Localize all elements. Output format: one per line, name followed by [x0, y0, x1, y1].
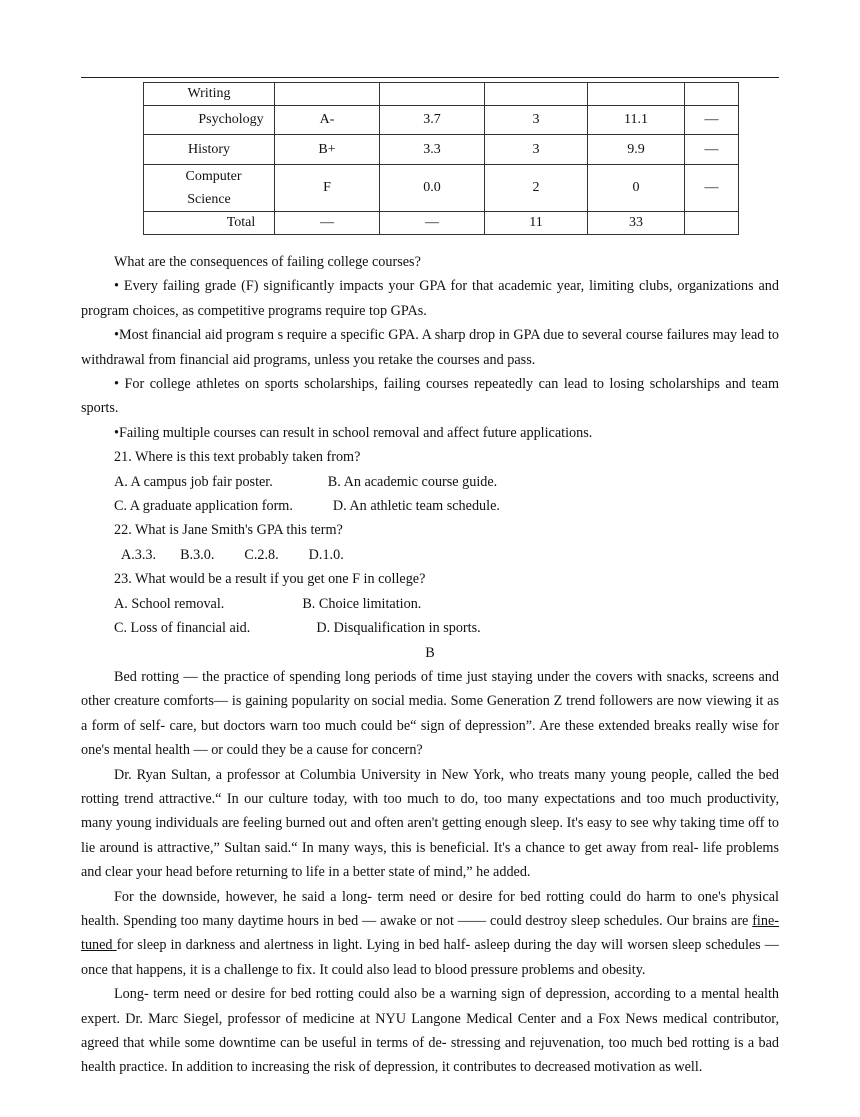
- credits-cell: 11: [485, 212, 588, 235]
- article-paragraph: Dr. Ryan Sultan, a professor at Columbia University in New York, who treats many young people, called the bed rotting trend attractive.“ In our culture today, with too much to do, too many expectations and too much productivity, many young individuals are feeling burned out and often aren't getting enough sleep. It's easy to see why taking time off to lie around is attractive,” Sultan said.“ In many ways, this is beneficial. It's a chance to get away from real- life problems and clear your head before returning to life in a better state of mind,” he added.: [81, 766, 779, 881]
- article-paragraph: [81, 885, 779, 983]
- points-cell: [380, 83, 485, 106]
- extra-cell: —: [685, 165, 739, 212]
- quality-cell: 11.1: [588, 106, 685, 135]
- grade-cell: B+: [275, 135, 380, 165]
- course-cell: [144, 165, 275, 212]
- article-paragraph: Bed rotting — the practice of spending long periods of time just staying under the covers with snacks, screens and other creature comforts— is gaining popularity on social media. Some Generation Z trend followers are now viewing it as a form of self- care, but doctors warn too much could be“ sign of depression”. Are these extended breaks really wise for one's mental health — or could they be a cause for concern?: [81, 668, 779, 759]
- points-cell: 0.0: [380, 165, 485, 212]
- credits-cell: 3: [485, 135, 588, 165]
- grade-cell: [275, 83, 380, 106]
- table-row: [144, 83, 739, 106]
- bullet-paragraph: • Every failing grade (F) significantly impacts your GPA for that academic year, limiting clubs, organizations and program choices, as competitive programs require top GPAs.: [81, 278, 779, 319]
- quality-cell: 9.9: [588, 135, 685, 165]
- options-row: [81, 543, 779, 567]
- options-row: [81, 470, 779, 494]
- quality-cell: [588, 83, 685, 106]
- extra-cell: [685, 212, 739, 235]
- article-paragraph: Long- term need or desire for bed rotting could also be a warning sign of depression, according to a mental health expert. Dr. Marc Siegel, professor of medicine at NYU Langone Medical Center and a Fox News medical contributor, agreed that while some downtime can be useful in terms of de- stressing and rejuvenation, too much bed rotting is a bad health practice. In addition to increasing the risk of depression, it contributes to decreased motivation as well.: [81, 986, 779, 1076]
- credits-cell: [485, 83, 588, 106]
- option-a: A.3.3.: [121, 546, 157, 563]
- grade-table: [143, 82, 739, 235]
- paragraph-text: for sleep in darkness and alertness in light. Lying in bed half- asleep during the day will worsen sleep schedules — once that happens, it is a challenge to fix. It could also lead to blood pressure problems and obesity.: [81, 937, 779, 978]
- table-row: [144, 106, 739, 135]
- question-23: 23. What would be a result if you get one F in college?: [114, 571, 426, 588]
- question-21: 21. Where is this text probably taken from?: [114, 449, 361, 466]
- option-d: D. Disqualification in sports.: [316, 620, 481, 637]
- credits-cell: 3: [485, 106, 588, 135]
- option-d: D.1.0.: [308, 546, 344, 563]
- option-c: C. Loss of financial aid.: [114, 620, 251, 637]
- grade-cell: A-: [275, 106, 380, 135]
- course-cell: History: [144, 135, 275, 165]
- course-line-1: Computer: [185, 169, 242, 184]
- options-row: [81, 494, 779, 518]
- grade-cell: F: [275, 165, 380, 212]
- option-c: C. A graduate application form.: [114, 498, 293, 515]
- header-rule: [81, 77, 779, 78]
- credits-cell: 2: [485, 165, 588, 212]
- option-a: A. School removal.: [114, 595, 225, 612]
- option-b: B.3.0.: [180, 546, 215, 563]
- option-b: B. An academic course guide.: [327, 473, 498, 490]
- section-question: What are the consequences of failing college courses?: [114, 254, 421, 270]
- bullet-paragraph: •Failing multiple courses can result in school removal and affect future applications.: [114, 424, 593, 441]
- course-cell: Total: [144, 212, 275, 235]
- course-cell: Writing: [144, 83, 275, 106]
- points-cell: 3.7: [380, 106, 485, 135]
- document-body: [81, 250, 779, 1080]
- quality-cell: 33: [588, 212, 685, 235]
- points-cell: 3.3: [380, 135, 485, 165]
- extra-cell: —: [685, 135, 739, 165]
- table-row: [144, 135, 739, 165]
- bullet-paragraph: • For college athletes on sports scholarships, failing courses repeatedly can lead to losing scholarships and team sports.: [81, 376, 779, 417]
- question-22: 22. What is Jane Smith's GPA this term?: [114, 522, 343, 539]
- option-b: B. Choice limitation.: [302, 595, 422, 612]
- table-row: [144, 212, 739, 235]
- paragraph-text: For the downside, however, he said a long- term need or desire for bed rotting could do harm to one's physical health. Spending too many daytime hours in bed — awake or not —— could destroy sleep schedules. Our brains are: [81, 888, 779, 929]
- grade-cell: —: [275, 212, 380, 235]
- bullet-paragraph: •Most financial aid program s require a specific GPA. A sharp drop in GPA due to several course failures may lead to withdrawal from financial aid programs, unless you retake the courses and pass.: [81, 327, 779, 368]
- underlined-term: fine- tuned: [81, 912, 779, 954]
- option-c: C.2.8.: [244, 546, 279, 563]
- option-a: A. A campus job fair poster.: [114, 473, 273, 490]
- extra-cell: —: [685, 106, 739, 135]
- options-row: [81, 592, 779, 616]
- points-cell: —: [380, 212, 485, 235]
- course-cell: Psychology: [144, 106, 275, 135]
- quality-cell: 0: [588, 165, 685, 212]
- extra-cell: [685, 83, 739, 106]
- option-d: D. An athletic team schedule.: [332, 498, 500, 515]
- section-label: B: [425, 644, 435, 661]
- table-row: [144, 165, 739, 212]
- options-row: [81, 616, 779, 640]
- course-line-2: Science: [187, 192, 231, 207]
